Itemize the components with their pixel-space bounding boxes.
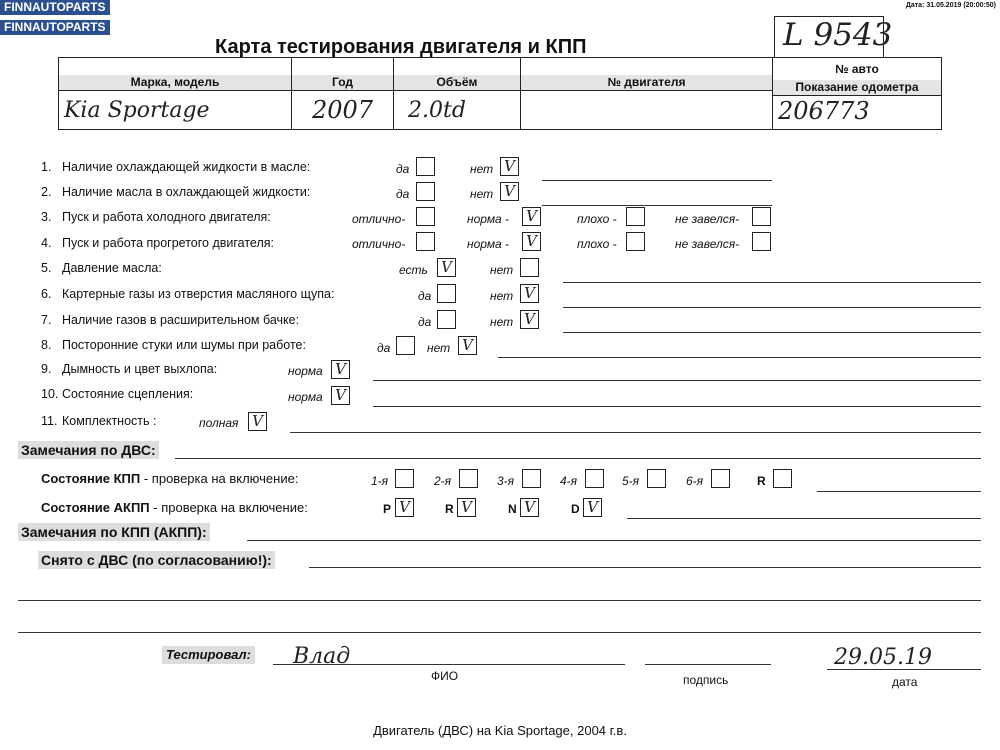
option-net: нет bbox=[490, 263, 514, 277]
value-volume: 2.0td bbox=[408, 98, 466, 123]
item-number: 7. bbox=[41, 313, 52, 327]
option-da: да bbox=[418, 315, 432, 329]
option-net: нет bbox=[490, 315, 514, 329]
akpp-label bbox=[41, 500, 308, 515]
checkbox[interactable] bbox=[459, 469, 478, 488]
checkbox-checked[interactable]: V bbox=[522, 232, 541, 251]
header-volume: Объём bbox=[394, 75, 520, 90]
item-number: 8. bbox=[41, 338, 52, 352]
checkbox[interactable] bbox=[437, 310, 456, 329]
checkbox-checked[interactable]: V bbox=[522, 207, 541, 226]
option-otlichno: отлично- bbox=[352, 212, 406, 226]
checkbox-checked[interactable]: V bbox=[331, 386, 350, 405]
item-number: 9. bbox=[41, 362, 52, 376]
section-kpp-notes: Замечания по КПП (АКПП): bbox=[18, 523, 210, 541]
checkbox[interactable] bbox=[752, 207, 771, 226]
item-number: 11. bbox=[41, 414, 58, 428]
checkbox[interactable] bbox=[416, 232, 435, 251]
checkbox[interactable] bbox=[395, 469, 414, 488]
checkbox-checked[interactable]: V bbox=[520, 498, 539, 517]
item-label: Пуск и работа прогретого двигателя: bbox=[62, 236, 274, 250]
gear-label: N bbox=[508, 502, 517, 516]
checkbox-checked[interactable]: V bbox=[520, 284, 539, 303]
item-number: 1. bbox=[41, 160, 52, 174]
checkbox-checked[interactable]: V bbox=[458, 336, 477, 355]
option-ploho: плохо - bbox=[577, 212, 617, 226]
watermark-text: FINNAUTOPARTS bbox=[0, 20, 110, 35]
item-label: Картерные газы из отверстия масляного щупа: bbox=[62, 287, 335, 301]
checkbox-checked[interactable]: V bbox=[331, 360, 350, 379]
image-caption: Двигатель (ДВС) на Kia Sportage, 2004 г.в. bbox=[373, 723, 627, 738]
value-year: 2007 bbox=[312, 96, 374, 124]
lot-number: L 9543 bbox=[783, 17, 893, 53]
option-norma: норма - bbox=[467, 237, 510, 251]
checkbox-checked[interactable]: V bbox=[457, 498, 476, 517]
checkbox-checked[interactable]: V bbox=[500, 182, 519, 201]
header-car-no: № авто bbox=[835, 62, 879, 76]
checkbox[interactable] bbox=[773, 469, 792, 488]
checkbox[interactable] bbox=[416, 157, 435, 176]
signature: Влад bbox=[293, 644, 351, 669]
value-make: Kia Sportage bbox=[64, 98, 210, 123]
gear-label: 1-я bbox=[371, 474, 389, 488]
checkbox[interactable] bbox=[585, 469, 604, 488]
kpp-label-bold: Состояние КПП bbox=[41, 471, 141, 486]
option-net: нет bbox=[490, 289, 514, 303]
option-da: да bbox=[418, 289, 432, 303]
item-label: Наличие масла в охлаждающей жидкости: bbox=[62, 185, 311, 199]
date-stamp: Дата: 31.05.2019 (20:00:50) bbox=[905, 2, 996, 9]
date-label: дата bbox=[892, 675, 918, 689]
kpp-label bbox=[41, 471, 298, 486]
option-polnaya: полная bbox=[199, 416, 239, 430]
checkbox-checked[interactable]: V bbox=[583, 498, 602, 517]
checkbox-checked[interactable]: V bbox=[520, 310, 539, 329]
item-number: 6. bbox=[41, 287, 52, 301]
item-label: Пуск и работа холодного двигателя: bbox=[62, 210, 271, 224]
gear-label: R bbox=[445, 502, 454, 516]
checkbox[interactable] bbox=[522, 469, 541, 488]
form-title: Карта тестирования двигателя и КПП bbox=[215, 36, 587, 58]
option-ploho: плохо - bbox=[577, 237, 617, 251]
gear-label: 4-я bbox=[560, 474, 578, 488]
gear-label: 3-я bbox=[497, 474, 515, 488]
option-otlichno: отлично- bbox=[352, 237, 406, 251]
option-norma: норма - bbox=[467, 212, 510, 226]
header-odometer: Показание одометра bbox=[773, 80, 941, 95]
item-number: 2. bbox=[41, 185, 52, 199]
section-dvs-notes: Замечания по ДВС: bbox=[18, 441, 159, 459]
option-da: да bbox=[396, 187, 410, 201]
option-norma: норма bbox=[288, 364, 323, 378]
option-da: да bbox=[396, 162, 410, 176]
checkbox[interactable] bbox=[647, 469, 666, 488]
item-label: Комплектность : bbox=[62, 414, 157, 428]
checkbox[interactable] bbox=[396, 336, 415, 355]
checkbox-checked[interactable]: V bbox=[395, 498, 414, 517]
option-norma: норма bbox=[288, 390, 323, 404]
item-label: Дымность и цвет выхлопа: bbox=[62, 362, 218, 376]
header-engine: № двигателя bbox=[521, 75, 772, 90]
fio-label: ФИО bbox=[431, 669, 459, 683]
watermark-text: FINNAUTOPARTS bbox=[0, 0, 110, 15]
checkbox[interactable] bbox=[520, 258, 539, 277]
item-label: Наличие охлаждающей жидкости в масле: bbox=[62, 160, 311, 174]
item-number: 3. bbox=[41, 210, 52, 224]
option-ne-zavelsya: не завелся- bbox=[675, 212, 740, 226]
kpp-label-rest: - проверка на включение: bbox=[140, 471, 299, 486]
date-value: 29.05.19 bbox=[834, 645, 932, 670]
item-number: 5. bbox=[41, 261, 52, 275]
option-net: нет bbox=[470, 162, 494, 176]
item-number: 10. bbox=[41, 387, 59, 401]
checkbox-checked[interactable]: V bbox=[437, 258, 456, 277]
checkbox[interactable] bbox=[437, 284, 456, 303]
item-label: Состояние сцепления: bbox=[62, 387, 194, 401]
gear-label: 2-я bbox=[434, 474, 452, 488]
header-make: Марка, модель bbox=[59, 75, 291, 90]
option-est: есть bbox=[399, 263, 428, 277]
option-net: нет bbox=[427, 341, 451, 355]
checkbox[interactable] bbox=[416, 182, 435, 201]
checkbox-checked[interactable]: V bbox=[248, 412, 267, 431]
gear-label: 5-я bbox=[622, 474, 640, 488]
section-removed: Снято с ДВС (по согласованию!): bbox=[38, 551, 275, 569]
item-label: Наличие газов в расширительном бачке: bbox=[62, 313, 300, 327]
checkbox[interactable] bbox=[752, 232, 771, 251]
checkbox[interactable] bbox=[416, 207, 435, 226]
checkbox[interactable] bbox=[626, 232, 645, 251]
option-net: нет bbox=[470, 187, 494, 201]
item-label: Давление масла: bbox=[62, 261, 162, 275]
sign-label: подпись bbox=[683, 673, 729, 687]
checkbox[interactable] bbox=[626, 207, 645, 226]
akpp-label-bold: Состояние АКПП bbox=[41, 500, 150, 515]
checkbox[interactable] bbox=[711, 469, 730, 488]
header-year: Год bbox=[292, 75, 393, 90]
option-da: да bbox=[377, 341, 391, 355]
item-number: 4. bbox=[41, 236, 52, 250]
gear-label: D bbox=[571, 502, 580, 516]
gear-label: 6-я bbox=[686, 474, 704, 488]
item-label: Посторонние стуки или шумы при работе: bbox=[62, 338, 306, 352]
option-ne-zavelsya: не завелся- bbox=[675, 237, 740, 251]
value-odometer: 206773 bbox=[778, 97, 870, 125]
gear-label: P bbox=[383, 502, 392, 516]
checkbox-checked[interactable]: V bbox=[500, 157, 519, 176]
tested-label: Тестировал: bbox=[162, 646, 255, 664]
gear-label: R bbox=[757, 474, 766, 488]
akpp-label-rest: - проверка на включение: bbox=[149, 500, 308, 515]
